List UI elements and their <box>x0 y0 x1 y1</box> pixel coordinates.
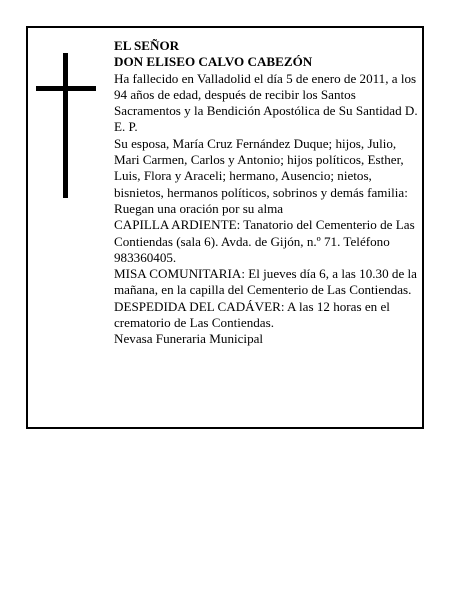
prayer-request: Ruegan una oración por su alma <box>114 200 284 216</box>
chapel-info: CAPILLA ARDIENTE: Tanatorio del Cementerio de Las Contiendas (sala 6). Avda. de Gijón, n.º 71. Teléfono 983360405. <box>114 217 415 265</box>
mass-info: MISA COMUNITARIA: El jueves día 6, a las 10.30 de la mañana, en la capilla del Cementerio de Las Contiendas. <box>114 266 417 298</box>
death-announcement: Ha fallecido en Valladolid el día 5 de enero de 2011, a los 94 años de edad, después de recibir los Santos Sacramentos y la Bendición Apostólica de Su Santidad D. E. P. <box>114 70 418 135</box>
farewell-info: DESPEDIDA DEL CADÁVER: A las 12 horas en el crematorio de Las Contiendas. <box>114 298 390 331</box>
cross-horizontal-bar <box>36 86 96 91</box>
latin-cross-icon <box>36 53 96 198</box>
cross-vertical-bar <box>63 53 68 198</box>
funeral-home: Nevasa Funeraria Municipal <box>114 331 264 347</box>
family-list: Su esposa, María Cruz Fernández Duque; hijos, Julio, Mari Carmen, Carlos y Antonio; hijos políticos, Esther, Luis, Flora y Araceli; hermano, Ausencio; nietos, bisnietos, hermanos políticos, sobrinos y demás familia: <box>114 135 408 200</box>
deceased-name: DON ELISEO CALVO CABEZÓN <box>114 54 313 70</box>
title-line-1: EL SEÑOR <box>114 38 180 53</box>
obituary-text <box>114 38 420 348</box>
